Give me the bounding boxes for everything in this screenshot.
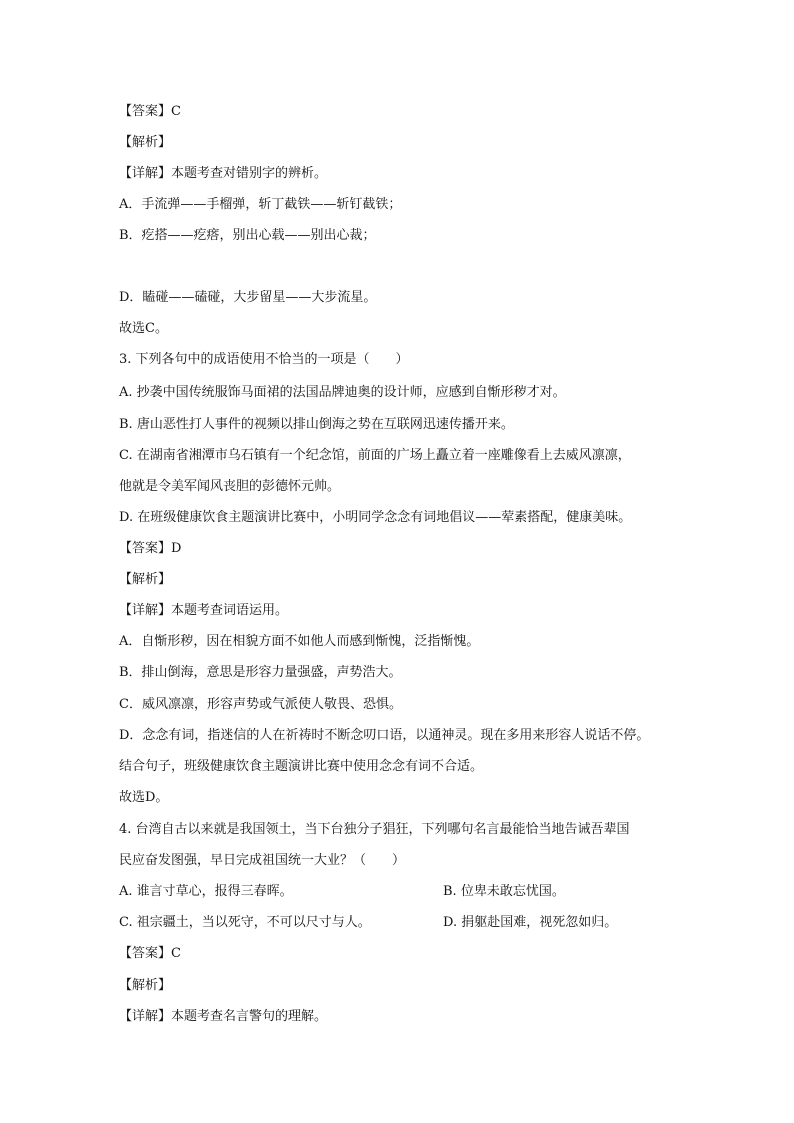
q3-explanation-c: C．威风凛凛，形容声势或气派使人敬畏、恐惧。 (119, 697, 402, 712)
q3-conclusion: 故选D。 (119, 790, 169, 805)
q3-explanation-a: A．自惭形秽，因在相貌方面不如他人而感到惭愧，泛指惭愧。 (119, 634, 480, 649)
q3-explanation-b: B．排山倒海，意思是形容力量强盛，声势浩大。 (119, 665, 402, 680)
q3-option-c-line2: 他就是令美军闻风丧胆的彭德怀元帅。 (119, 479, 341, 494)
q3-analysis-heading: 【解析】 (119, 572, 172, 587)
q2-explanation-a: A．手流弹——手榴弹，斩丁截铁——斩钉截铁； (119, 197, 402, 212)
q2-conclusion: 故选C。 (119, 321, 168, 336)
q3-option-c-line1: C. 在湖南省湘潭市乌石镇有一个纪念馆，前面的广场上矗立着一座雕像看上去威风凛凛， (119, 448, 631, 463)
q4-analysis-heading: 【解析】 (119, 978, 172, 993)
q2-explanation-d: D．瞌碰——磕碰，大步留星——大步流星。 (119, 290, 377, 305)
q4-stem-line1: 4. 台湾自古以来就是我国领土，当下台独分子猖狂，下列哪句名言最能恰当地告诫吾辈国 (119, 822, 630, 837)
q4-option-a: A. 谁言寸草心，报得三春晖。 (119, 884, 293, 899)
q3-explanation-d: D．念念有词，指迷信的人在祈祷时不断念叨口语，以通神灵。现在多用来形容人说话不停。 (119, 728, 650, 743)
q3-option-d: D. 在班级健康饮食主题演讲比赛中，小明同学念念有词地倡议——荤素搭配，健康美味。 (119, 510, 632, 525)
q3-stem: 3. 下列各句中的成语使用不恰当的一项是（ ） (119, 352, 409, 367)
q4-option-c: C. 祖宗疆土，当以死守，不可以尺寸与人。 (119, 915, 371, 930)
q2-answer: 【答案】C (119, 104, 181, 119)
q3-explanation-d-cont: 结合句子，班级健康饮食主题演讲比赛中使用念念有词不合适。 (119, 759, 484, 774)
q2-analysis-heading: 【解析】 (119, 135, 172, 150)
q3-option-a: A. 抄袭中国传统服饰马面裙的法国品牌迪奥的设计师，应感到自惭形秽才对。 (119, 385, 566, 400)
q4-detail: 【详解】本题考查名言警句的理解。 (119, 1009, 328, 1024)
q2-explanation-b: B．疙搭——疙瘩，别出心载——别出心裁； (119, 228, 376, 243)
q2-detail: 【详解】本题考查对错别字的辨析。 (119, 166, 328, 181)
q3-option-b: B. 唐山恶性打人事件的视频以排山倒海之势在互联网迅速传播开来。 (119, 417, 514, 432)
q4-stem-line2: 民应奋发图强，早日完成祖国统一大业？（ ） (119, 853, 406, 868)
q4-option-d: D. 捐躯赴国难，视死忽如归。 (443, 915, 618, 930)
q4-answer: 【答案】C (119, 946, 181, 961)
q3-answer: 【答案】D (119, 541, 182, 556)
q3-detail: 【详解】本题考查词语运用。 (119, 603, 289, 618)
q4-option-b: B. 位卑未敢忘忧国。 (443, 884, 565, 899)
